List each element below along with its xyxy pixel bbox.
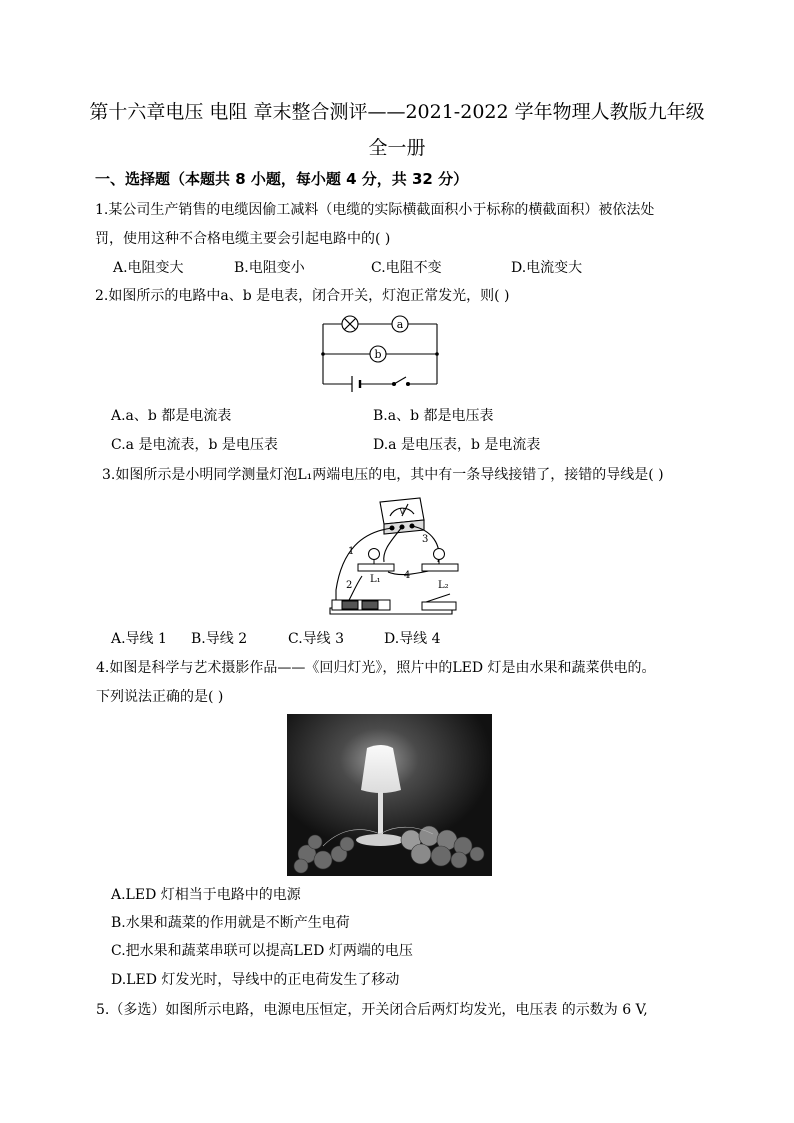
q4-stem-line2: 下列说法正确的是( ) xyxy=(96,689,224,705)
section-heading: 一、选择题（本题共 8 小题，每小题 4 分，共 32 分） xyxy=(95,170,469,188)
q3-circuit-drawing xyxy=(322,490,464,620)
q3-lamp-l2-icon xyxy=(422,549,458,572)
q3-option-a: A.导线 1 xyxy=(111,631,167,647)
q4-option-b: B.水果和蔬菜的作用就是不断产生电荷 xyxy=(111,915,350,931)
q2-meter-b xyxy=(370,346,386,362)
q2-meter-a xyxy=(392,316,408,332)
q3-option-c: C.导线 3 xyxy=(288,631,345,647)
document-title-line2: 全一册 xyxy=(368,137,426,159)
q4-stem-line1: 4.如图是科学与艺术摄影作品——《回归灯光》，照片中的LED 灯是由水果和蔬菜供电的。 xyxy=(96,660,656,676)
q2-option-a: A.a、b 都是电流表 xyxy=(111,408,232,424)
q2-circuit-diagram xyxy=(316,310,444,394)
q4-option-a: A.LED 灯相当于电路中的电源 xyxy=(111,887,301,903)
q2-meter-b-label: b xyxy=(374,348,382,361)
q3-lamp-l2-label: L₂ xyxy=(438,580,449,591)
q1-stem-line1: 1.某公司生产销售的电缆因偷工减料（电缆的实际横截面积小于标称的横截面积）被依法处 xyxy=(95,202,655,218)
q1-option-c: C.电阻不变 xyxy=(371,260,442,276)
q2-option-c: C.a 是电流表，b 是电压表 xyxy=(111,437,278,453)
q3-wire-3-label: 3 xyxy=(422,534,429,545)
q4-option-c: C.把水果和蔬菜串联可以提高LED 灯两端的电压 xyxy=(111,943,413,959)
q2-option-d: D.a 是电压表，b 是电流表 xyxy=(373,437,541,453)
q3-lamp-l1-icon xyxy=(358,549,394,572)
q3-stem: 3.如图所示是小明同学测量灯泡L₁两端电压的电，其中有一条导线接错了，接错的导线是( ) xyxy=(102,467,664,483)
q3-option-b: B.导线 2 xyxy=(191,631,248,647)
q3-wire-2-label: 2 xyxy=(346,580,353,591)
q2-option-b: B.a、b 都是电压表 xyxy=(373,408,494,424)
document-title-line1: 第十六章电压 电阻 章末整合测评——2021-2022 学年物理人教版九年级 xyxy=(89,101,705,123)
q3-battery-icon xyxy=(332,600,390,610)
q3-wire-4-label: 4 xyxy=(404,570,411,581)
q2-lamp-icon xyxy=(342,316,358,332)
q1-option-a: A.电阻变大 xyxy=(113,260,184,276)
q3-lamp-l1-label: L₁ xyxy=(370,574,381,585)
q2-stem: 2.如图所示的电路中a、b 是电表，闭合开关，灯泡正常发光，则( ) xyxy=(95,288,510,304)
q3-wire-1-label: 1 xyxy=(348,546,355,557)
q3-switch-icon xyxy=(422,594,456,610)
q1-option-b: B.电阻变小 xyxy=(234,260,305,276)
q4-option-d: D.LED 灯发光时，导线中的正电荷发生了移动 xyxy=(111,972,400,988)
q2-meter-a-label: a xyxy=(396,318,404,331)
q3-voltmeter-label: V xyxy=(399,508,405,516)
q4-lamp-photo xyxy=(287,714,492,876)
q5-stem: 5.（多选）如图所示电路，电源电压恒定，开关闭合后两灯均发光，电压表 的示数为 6 V, xyxy=(96,1002,648,1018)
q1-stem-line2: 罚，使用这种不合格电缆主要会引起电路中的( ) xyxy=(95,231,391,247)
q1-option-d: D.电流变大 xyxy=(511,260,583,276)
q3-option-d: D.导线 4 xyxy=(384,631,441,647)
q2-battery-icon xyxy=(352,376,360,392)
q2-switch-icon xyxy=(393,377,410,386)
